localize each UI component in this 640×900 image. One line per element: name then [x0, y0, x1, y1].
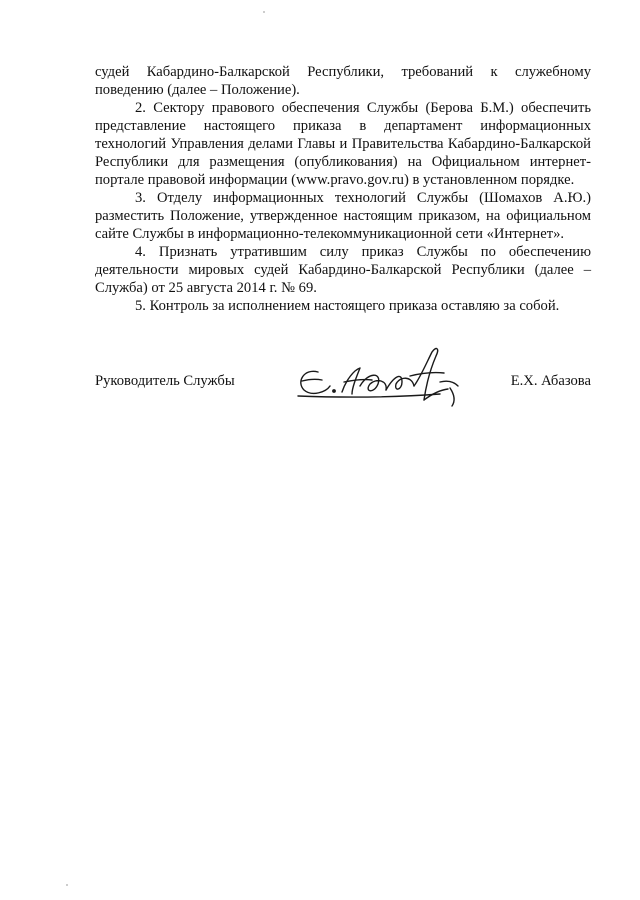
- paragraph-continuation: судей Кабардино-Балкарской Республики, требований к служебному поведению (далее – Положение).: [95, 64, 591, 98]
- signature-block: [95, 370, 591, 400]
- paragraph-item-3: 3. Отделу информационных технологий Службы (Шомахов А.Ю.) разместить Положение, утвержденное настоящим приказом, на официальном сайте Службы в информационно-телекоммуникационной сети «Интернет».: [95, 190, 591, 242]
- handwritten-signature: [290, 342, 475, 412]
- scan-speck: [263, 11, 265, 13]
- paragraph-item-4: 4. Признать утратившим силу приказ Службы по обеспечению деятельности мировых судей Кабардино-Балкарской Республики (далее – Служба) от 25 августа 2014 г. № 69.: [95, 244, 591, 296]
- document-body: [95, 63, 591, 315]
- signatory-name: Е.Х. Абазова: [510, 373, 591, 389]
- paragraph-item-5: 5. Контроль за исполнением настоящего приказа оставляю за собой.: [135, 298, 560, 314]
- paragraph-item-2: 2. Сектору правового обеспечения Службы (Берова Б.М.) обеспечить представление настоящего приказа в департамент информационных технологий Управления делами Главы и Правительства Кабардино-Балкарской Республики для размещения (опубликования) на Официальном интернет-портале правовой информации (www.pravo.gov.ru) в установленном порядке.: [95, 100, 591, 188]
- signatory-position: Руководитель Службы: [95, 373, 235, 389]
- scan-speck: [66, 884, 68, 886]
